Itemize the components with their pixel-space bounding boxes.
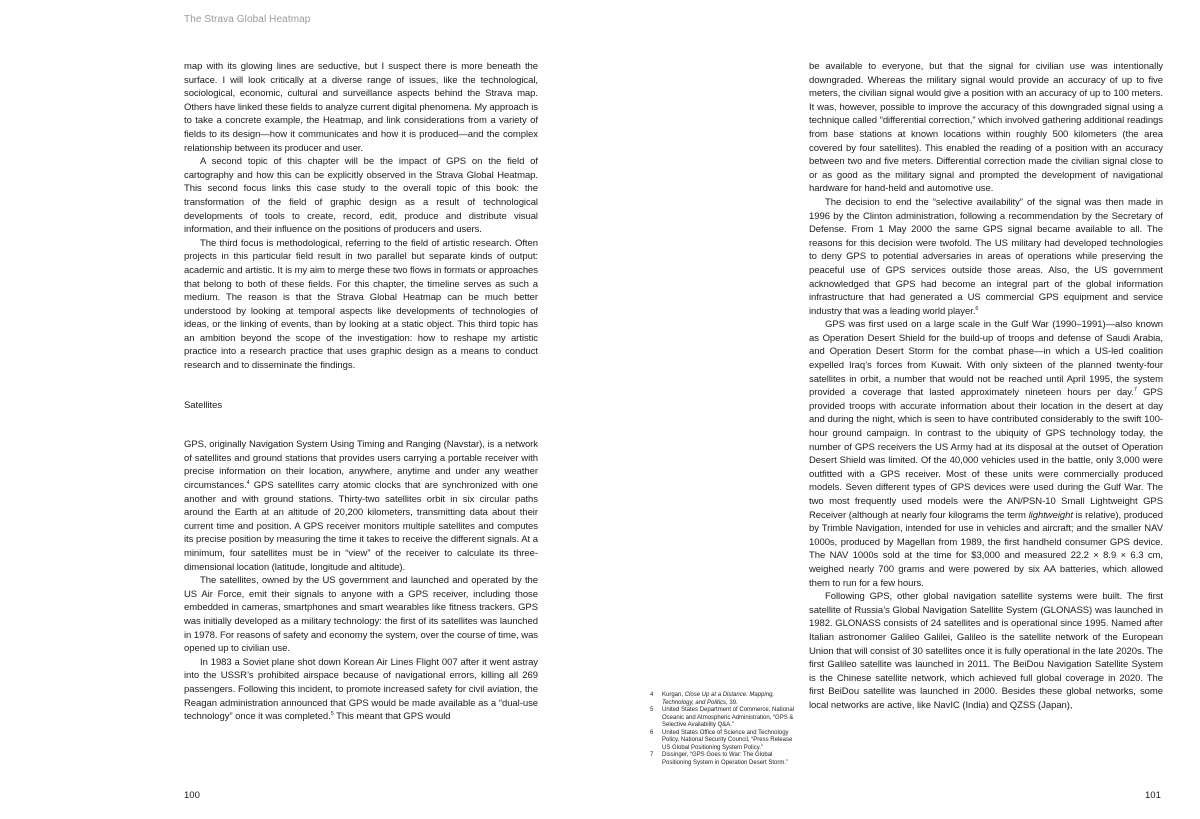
footnote-text: United States Department of Commerce, National Oceanic and Atmospheric Administration, “GPS & Selective Availability Q&A.” xyxy=(662,707,795,728)
body-paragraph: The satellites, owned by the US government and launched and operated by the US Air Force, emit their signals to anyone with a GPS receiver, including those embedded in cameras, smartphones and smart wearables like fitness trackers. GPS was initially developed as a military technology: the first of its satellites was launched in 1978. For reasons of safety and economy the system, over the course of time, was opened up to civilian use. xyxy=(184,575,538,655)
footnote-ref-6[interactable]: 6 xyxy=(975,305,979,312)
footnote-text xyxy=(662,692,802,707)
text-run: GPS provided troops with accurate information about their location in the desert at day and during the night, which is seen to have contributed considerably to the swift 100-hour ground campaign. In contrast to the ubiquity of GPS technology today, the number of GPS receivers the US Army had at its disposal at the outset of Operation Desert Shield was limited. Of the 40,000 vehicles used in the battle, only 3,000 were outfitted with a GPS receiver. Most of these units were commercially produced models. Seven different types of GPS devices were used during the Gulf War. The two most frequently used models were the AN/PSN-10 Small Lightweight GPS Receiver (although at nearly four kilograms the term xyxy=(809,387,1163,521)
body-paragraph: The third focus is methodological, referring to the field of artistic research. Often projects in this particular field result in two parallel but separate kinds of output: academic and artistic. It is my aim to merge these two flows in formats or approaches that belong to both of these fields. For this chapter, the timeline serves as such a medium. The reason is that the Strava Global Heatmap can be much better understood by looking at temporal aspects like developments of technologies of ideas, or the linking of events, than by looking at a static object. This third topic has an ambition beyond the scope of the investigation: how to reshape my artistic practice into a research practice that uses graphic design as a means to conduct research and to disseminate the findings. xyxy=(184,237,538,372)
body-paragraph xyxy=(184,438,538,574)
section-heading-satellites: Satellites xyxy=(184,399,223,411)
footnote-ref-5[interactable]: 5 xyxy=(330,711,334,718)
text-run: , 39. xyxy=(726,699,738,706)
page-number-right: 101 xyxy=(1145,790,1161,801)
italic-term: lightweight xyxy=(1028,509,1073,521)
footnote-item xyxy=(650,752,802,767)
body-paragraph xyxy=(184,656,538,724)
footnotes xyxy=(650,692,802,767)
footnote-item xyxy=(650,692,802,707)
left-page-body xyxy=(184,60,538,724)
body-paragraph xyxy=(809,318,1163,590)
footnote-item xyxy=(650,707,802,730)
body-paragraph: map with its glowing lines are seductive, but I suspect there is more beneath the surface. I will look critically at a diverse range of issues, like the technological, sociological, economic, cultural and surveillance aspects behind the Strava map. Others have linked these fields to analyze current digital phenomena. My approach is to take a concrete example, the Heatmap, and link considerations from a variety of fields to its design—how it communicates and how it is produced—and the complex relationship between its producer and user. xyxy=(184,61,538,154)
body-paragraph: A second topic of this chapter will be the impact of GPS on the field of cartography and how this can be explicitly observed in the Strava Global Heatmap. This second focus links this case study to the overall topic of this book: the transformation of the field of graphic design as a result of technological developments of tools to create, record, edit, produce and distribute visual information, and their influence on the positions of producers and users. xyxy=(184,156,538,236)
footnote-ref-4[interactable]: 4 xyxy=(246,480,250,487)
body-paragraph: Following GPS, other global navigation satellite systems were built. The first satellite of Russia’s Global Navigation Satellite System (GLONASS) was launched in 1982. GLONASS consists of 24 satellites and is operational since 1995. Named after Italian astronomer Galileo Galilei, Galileo is the satellite network of the European Union that will consist of 30 satellites once it is fully operational in the late 2020s. The first Galileo satellite was launched in 2011. The BeiDou Navigation Satellite System is the Chinese satellite network, which achieved full global coverage in 2020. The first BeiDou satellite was launched in 2000. Besides these global networks, some local networks are active, like NavIC (India) and QZSS (Japan), xyxy=(809,591,1163,711)
body-paragraph xyxy=(809,196,1163,318)
right-page-body xyxy=(809,60,1163,713)
text-run: GPS was first used on a large scale in the Gulf War (1990–1991)—also known as Operation Desert Shield for the build-up of troops and defense of Saudi Arabia, and Operation Desert Storm for the combat phase—in which a US-led coalition expelled Iraq’s forces from Kuwait. With only sixteen of the planned twenty-four satellites in orbit, a number that would not be reached until April 1995, the system provided a coverage that lasted approximately nineteen hours per day. xyxy=(809,319,1163,399)
running-head: The Strava Global Heatmap xyxy=(184,14,311,25)
text-run: is relative), produced by Trimble Navigation, intended for use in vehicles and aircraft; and the smaller NAV 1000s, produced by Magellan from 1989, the first handheld consumer GPS device. The NAV 1000s sold at the time for $3,000 and measured 22.2 × 8.9 × 6.3 cm, weighed nearly 700 grams and were powered by six AA batteries, which allowed them to run for a few hours. xyxy=(809,509,1164,589)
footnote-text: United States Office of Science and Technology Policy, National Security Council, “Press Release US Global Positioning System Policy.” xyxy=(662,729,793,751)
italic-title: Close Up at a Distance: Mapping, Technology, and Politics xyxy=(662,692,775,706)
footnote-number: 4 xyxy=(650,692,654,698)
footnote-text: Dissinger, “GPS Goes to War: The Global Positioning System in Operation Desert Storm.” xyxy=(662,752,789,766)
page-number-left: 100 xyxy=(184,790,200,801)
text-run: Kurgan, xyxy=(662,692,685,698)
text-run: In 1983 a Soviet plane shot down Korean Air Lines Flight 007 after it went astray into the USSR’s prohibited airspace because of navigational errors, killing all 269 passengers. Following this incident, to promote increased safety for civil aviation, the Reagan administration announced that GPS would be made available as a “dual-use technology” once it was completed. xyxy=(184,656,538,723)
footnote-number: 6 xyxy=(650,729,654,736)
text-run: GPS satellites carry atomic clocks that are synchronized with one another and with ground stations. Thirty-two satellites orbit in six circular paths around the Earth at an altitude of 20,200 kilometers, transmitting data about their current time and position. A GPS receiver monitors multiple satellites and computes its precise position by measuring the time it takes to receive the different signals. At a minimum, four satellites must be in “view” of the receiver to calculate its three-dimensional location (latitude, longitude and altitude). xyxy=(184,480,538,573)
footnote-number: 5 xyxy=(650,707,654,713)
text-run: The decision to end the “selective availability” of the signal was then made in 1996 by the Clinton administration, following a recommendation by the Secretary of Defense. From 1 May 2000 the same GPS signal became available to all. The reasons for this decision were twofold. The US military had developed technologies to deny GPS to potential adversaries in areas of operations while preserving the peaceful use of GPS services outside those areas. Also, the US government acknowledged that GPS had become an integral part of the global information infrastructure that had generated a US commercial GPS equipment and service industry that was a leading world player. xyxy=(809,196,1163,317)
footnote-ref-7[interactable]: 7 xyxy=(1133,387,1137,394)
footnote-number: 7 xyxy=(650,752,654,758)
body-paragraph: be available to everyone, but that the signal for civilian use was intentionally downgraded. Whereas the military signal would provide an accuracy of up to five meters, the civilian signal would give a position with an accuracy of up to 100 meters. It was, however, possible to improve the accuracy of this downgraded signal using a technique called “differential correction,” which involved gathering additional readings from base stations at known locations within roughly 500 kilometers (the area covered by four satellites). This enabled the reading of a position with an accuracy between two and five meters. Differential correction made the civilian signal close to or as good as the military signal and prompted the development of navigational hardware for hand-held and automotive use. xyxy=(809,61,1163,195)
footnote-item xyxy=(650,730,802,753)
text-run: This meant that GPS would xyxy=(333,711,451,723)
text-run: GPS, originally Navigation System Using Timing and Ranging (Navstar), is a network of satellites and ground stations that provides users carrying a portable receiver with precise information on their location, anywhere, anytime and under any weather circumstances. xyxy=(184,439,538,492)
